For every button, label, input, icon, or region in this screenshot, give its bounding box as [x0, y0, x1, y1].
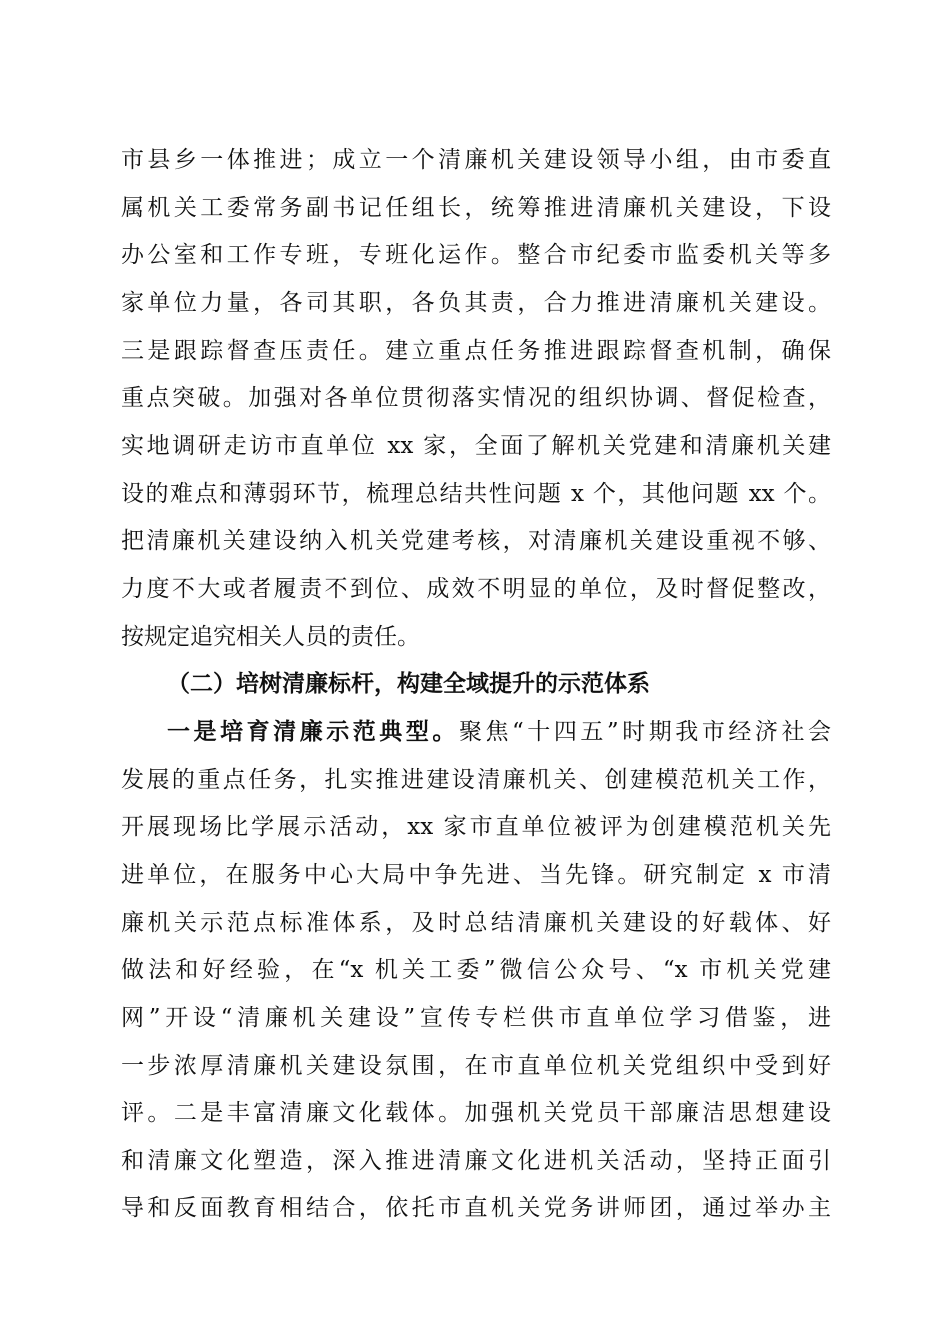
- paragraph-line: 实地调研走访市直单位 xx 家，全面了解机关党建和清廉机关建: [121, 433, 831, 459]
- paragraph-line: 按规定追究相关人员的责任。: [121, 624, 420, 650]
- paragraph-line: 做法和好经验，在“x 机关工委”微信公众号、“x 市机关党建: [121, 957, 831, 983]
- section-heading: （二）培树清廉标杆，构建全域提升的示范体系: [167, 670, 650, 697]
- paragraph-line: 发展的重点任务，扎实推进建设清廉机关、创建模范机关工作，: [121, 767, 831, 793]
- paragraph-line: 属机关工委常务副书记任组长，统筹推进清廉机关建设，下设: [121, 195, 831, 221]
- emphasis-text: 一是培育清廉示范典型。: [167, 718, 459, 745]
- paragraph-line: 开展现场比学展示活动，xx 家市直单位被评为创建模范机关先: [121, 814, 831, 840]
- paragraph-line: 网”开设“清廉机关建设”宣传专栏供市直单位学习借鉴，进: [121, 1005, 831, 1031]
- paragraph-line: 一步浓厚清廉机关建设氛围，在市直单位机关党组织中受到好: [121, 1053, 831, 1079]
- paragraph-line: 家单位力量，各司其职，各负其责，合力推进清廉机关建设。: [121, 290, 831, 316]
- paragraph-text: 聚焦“十四五”时期我市经济社会: [458, 719, 831, 745]
- paragraph-line: 三是跟踪督查压责任。建立重点任务推进跟踪督查机制，确保: [121, 338, 831, 364]
- paragraph-first-line: [167, 717, 831, 747]
- paragraph-line: 设的难点和薄弱环节，梳理总结共性问题 x 个，其他问题 xx 个。: [121, 481, 831, 507]
- paragraph-line: 导和反面教育相结合，依托市直机关党务讲师团，通过举办主: [121, 1195, 831, 1221]
- paragraph-line: 重点突破。加强对各单位贯彻落实情况的组织协调、督促检查，: [121, 385, 831, 411]
- paragraph-line: 市县乡一体推进；成立一个清廉机关建设领导小组，由市委直: [121, 147, 831, 173]
- paragraph-line: 把清廉机关建设纳入机关党建考核，对清廉机关建设重视不够、: [121, 528, 831, 554]
- paragraph-line: 力度不大或者履责不到位、成效不明显的单位，及时督促整改，: [121, 576, 831, 602]
- paragraph-line: 办公室和工作专班，专班化运作。整合市纪委市监委机关等多: [121, 242, 831, 268]
- paragraph-line: 进单位，在服务中心大局中争先进、当先锋。研究制定 x 市清: [121, 862, 831, 888]
- paragraph-line: 评。二是丰富清廉文化载体。加强机关党员干部廉洁思想建设: [121, 1100, 831, 1126]
- paragraph-line: 廉机关示范点标准体系，及时总结清廉机关建设的好载体、好: [121, 910, 831, 936]
- paragraph-line: 和清廉文化塑造，深入推进清廉文化进机关活动，坚持正面引: [121, 1148, 831, 1174]
